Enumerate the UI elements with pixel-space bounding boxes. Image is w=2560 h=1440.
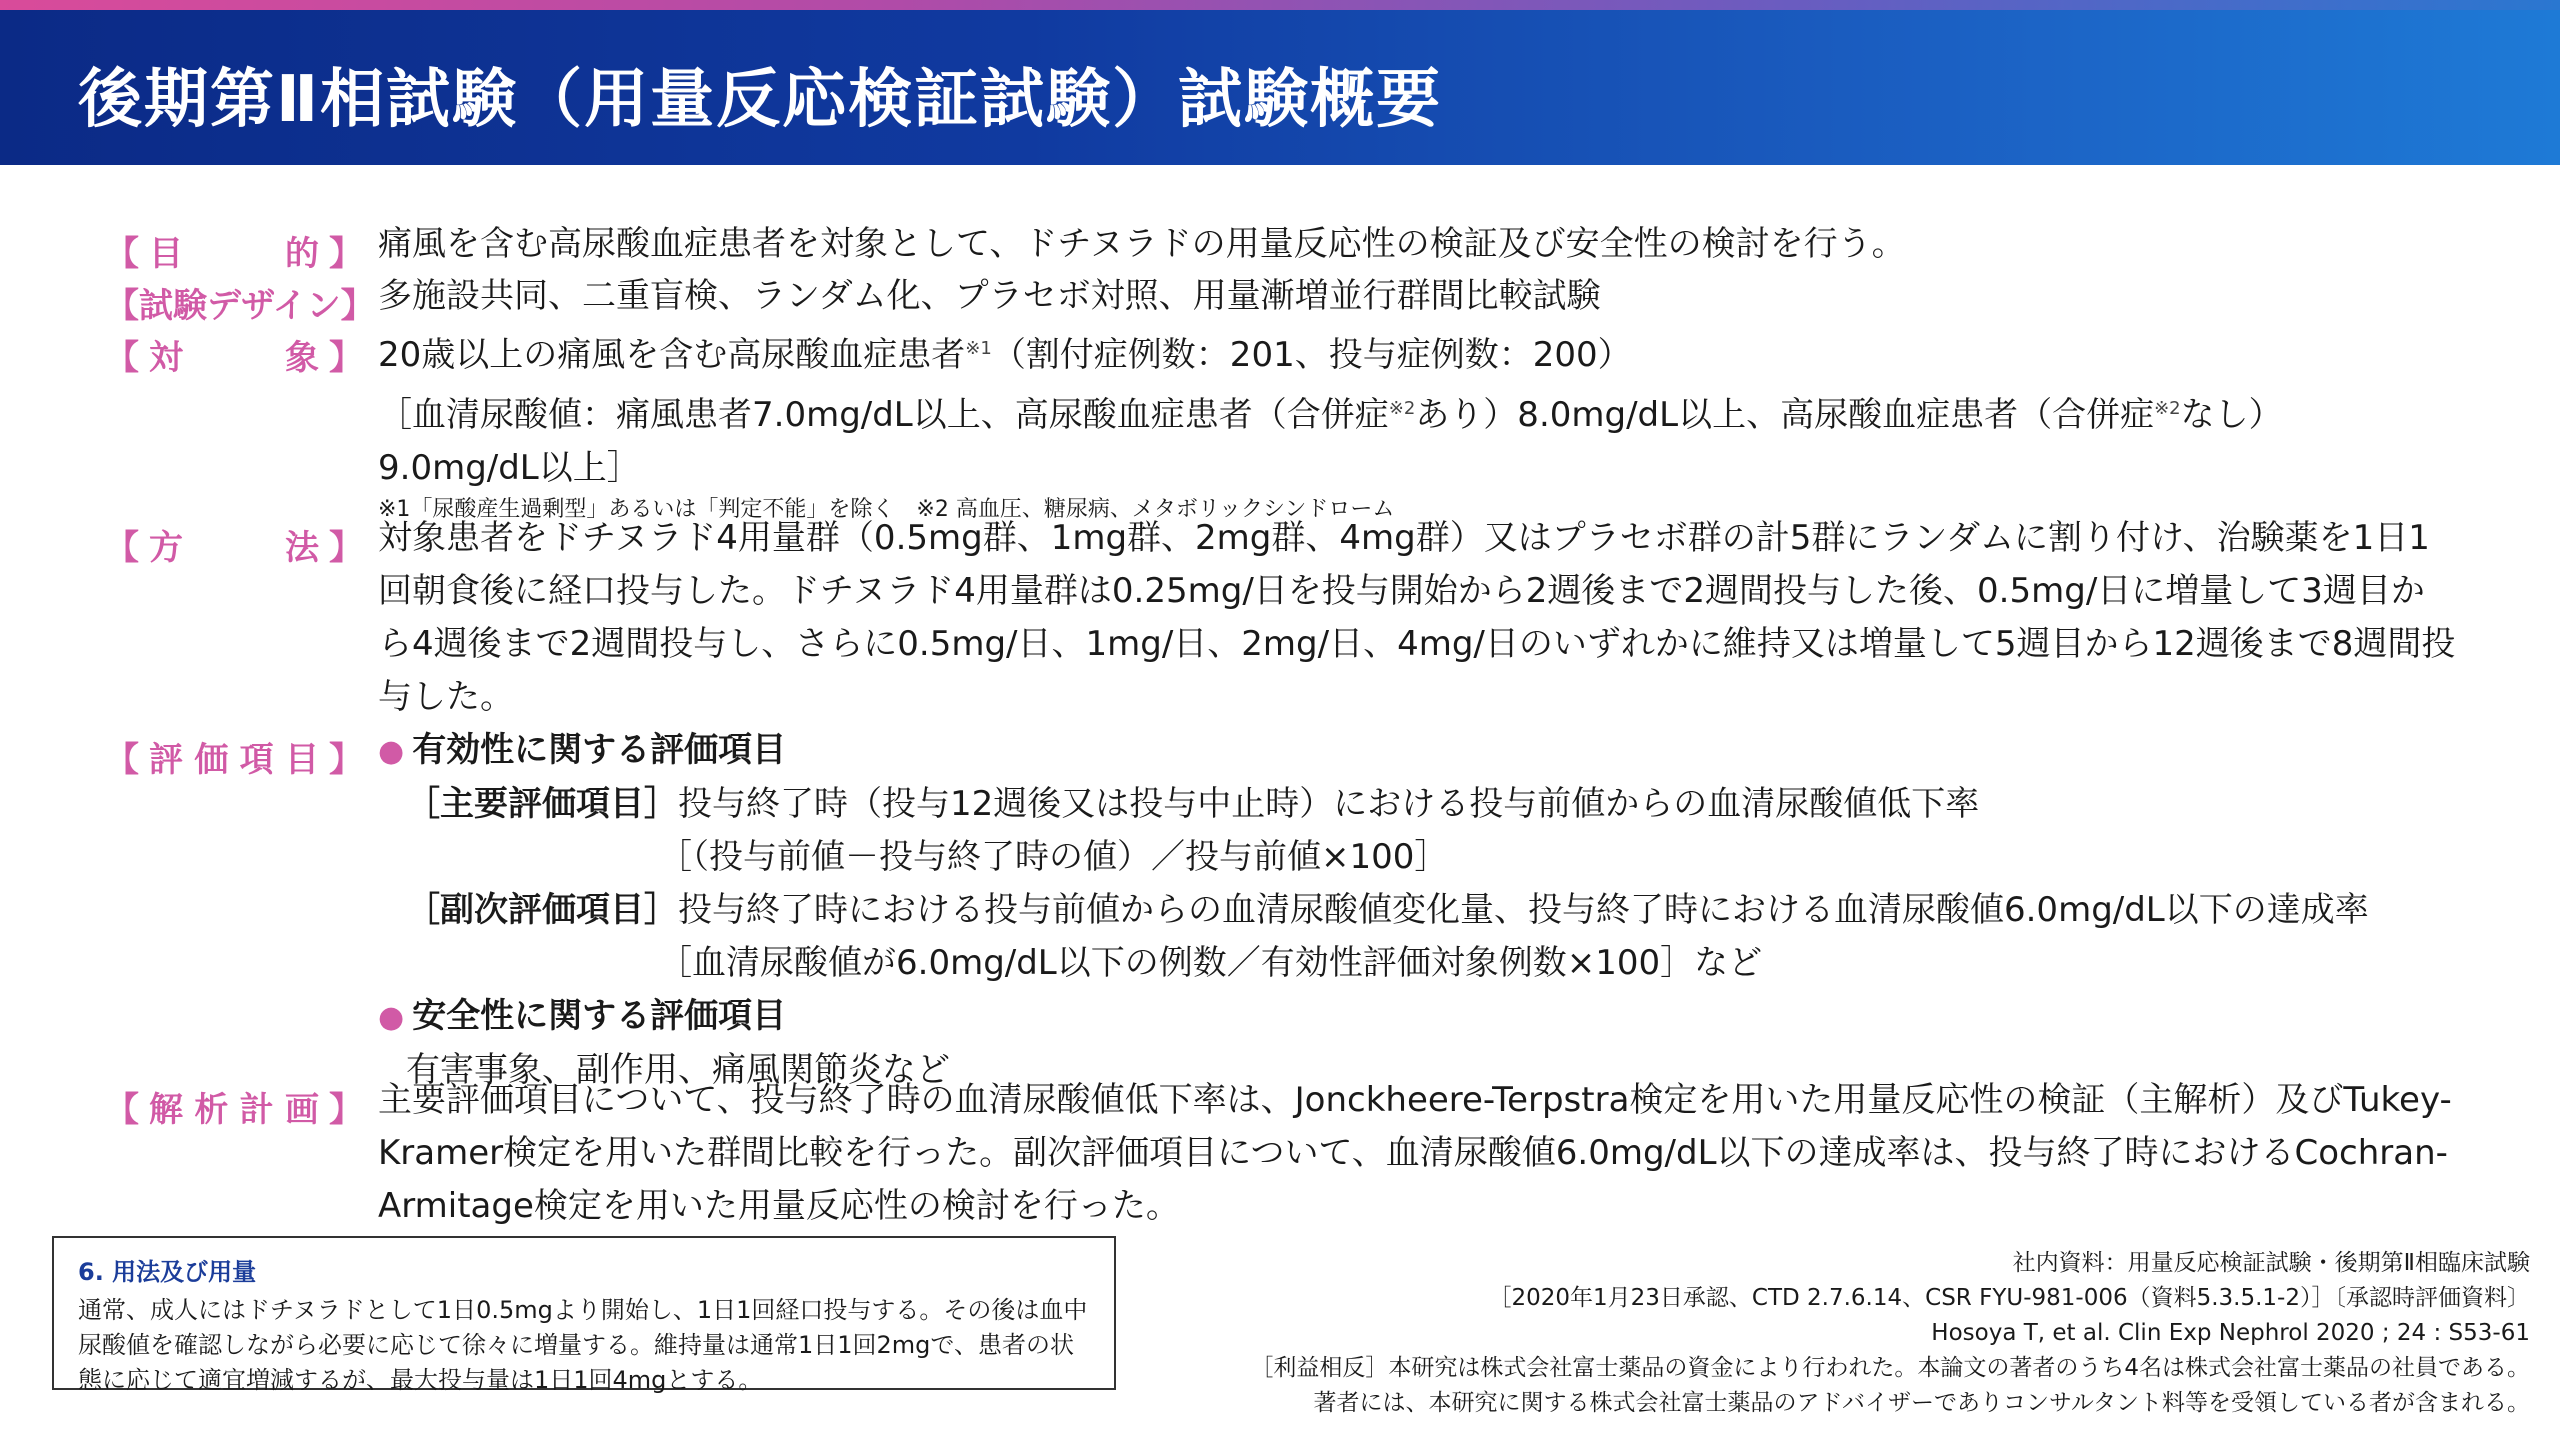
- label-subjects: 【 対 象 】: [105, 338, 363, 378]
- top-accent-stripe: [0, 0, 2560, 10]
- purpose-text: 痛風を含む高尿酸血症患者を対象として、ドチヌラドの用量反応性の検証及び安全性の検討を行う。: [378, 224, 1906, 264]
- dosage-box: [52, 1236, 1116, 1394]
- subjects-text: [378, 322, 2458, 525]
- label-method: 【 方 法 】: [105, 528, 363, 568]
- efficacy-heading: ● 有効性に関する評価項目: [378, 730, 787, 770]
- bullet-dot-icon: ●: [378, 1000, 405, 1035]
- subjects-line-2: ［血清尿酸値：痛風患者7.0mg/dL以上、高尿酸血症患者（合併症$^{※2}$あり）8.0mg/dL以上、高尿酸血症患者（合併症$^{※2}$なし）: [378, 395, 2283, 435]
- dosage-box-title: 6. 用法及び用量: [78, 1258, 257, 1286]
- label-analysis: 【 解 析 計 画 】: [105, 1090, 363, 1130]
- safety-text: 有害事象、副作用、痛風関節炎など: [406, 1050, 950, 1090]
- subjects-footnote: ※1「尿酸産生過剰型」あるいは「判定不能」を除く ※2 高血圧、糖尿病、メタボリックシンドローム: [378, 497, 1395, 522]
- method-text: 対象患者をドチヌラド4用量群（0.5mg群、1mg群、2mg群、4mg群）又はプラセボ群の計5群にランダムに割り付け、治験薬を1日1回朝食後に経口投与した。ドチヌラド4用量群は0.25mg/日を投与開始から2週後まで2週間投与した後、0.5mg/日に増量して3週目から4週後まで2週間投与し、さらに0.5mg/日、1mg/日、2mg/日、4mg/日のいずれかに維持又は増量して5週目から12週後まで8週間投与した。: [378, 518, 2456, 717]
- label-purpose: 【 目 的 】: [105, 234, 363, 274]
- design-text: 多施設共同、二重盲検、ランダム化、プラセボ対照、用量漸増並行群間比較試験: [378, 276, 1601, 316]
- header-bar: [0, 10, 2560, 165]
- safety-heading: ● 安全性に関する評価項目: [378, 996, 787, 1036]
- secondary-formula: ［血清尿酸値が6.0mg/dL以下の例数／有効性評価対象例数×100］など: [658, 943, 1763, 983]
- analysis-text: 主要評価項目について、投与終了時の血清尿酸値低下率は、Jonckheere-Terpstra検定を用いた用量反応性の検証（主解析）及びTukey-Kramer検定を用いた群間比較を行った。副次評価項目について、血清尿酸値6.0mg/dL以下の達成率は、投与終了時におけるCochran-Armitage検定を用いた用量反応性の検討を行った。: [378, 1080, 2452, 1226]
- reference-line: 社内資料：用量反応検証試験・後期第Ⅱ相臨床試験: [2012, 1250, 2530, 1276]
- references: [1110, 1246, 2530, 1421]
- subjects-line-3: 9.0mg/dL以上］: [378, 448, 641, 488]
- primary-formula: ［（投与前値－投与終了時の値）／投与前値×100］: [658, 837, 1449, 877]
- reference-line: Hosoya T, et al. Clin Exp Nephrol 2020 ; 24 : S53-61: [1931, 1320, 2530, 1346]
- secondary-endpoint: ［副次評価項目］投与終了時における投与前値からの血清尿酸値変化量、投与終了時における血清尿酸値6.0mg/dL以下の達成率: [406, 890, 2369, 930]
- dosage-box-text: 通常、成人にはドチヌラドとして1日0.5mgより開始し、1日1回経口投与する。その後は血中尿酸値を確認しながら必要に応じて徐々に増量する。維持量は通常1日1回2mgで、患者の状態に応じて適宜増減するが、最大投与量は1日1回4mgとする。: [78, 1296, 1088, 1394]
- label-endpoints: 【 評 価 項 目 】: [105, 740, 363, 780]
- bullet-dot-icon: ●: [378, 734, 405, 769]
- endpoints-text: [378, 724, 2458, 1097]
- coi-line: ［利益相反］本研究は株式会社富士薬品の資金により行われた。本論文の著者のうち4名は株式会社富士薬品の社員である。: [1250, 1355, 2530, 1381]
- reference-line: ［2020年1月23日承認、CTD 2.7.6.14、CSR FYU-981-006（資料5.3.5.1-2）］〔承認時評価資料〕: [1488, 1285, 2530, 1311]
- primary-endpoint: ［主要評価項目］投与終了時（投与12週後又は投与中止時）における投与前値からの血清尿酸値低下率: [406, 784, 1980, 824]
- label-design: 【試験デザイン】: [105, 286, 375, 326]
- coi-line: 著者には、本研究に関する株式会社富士薬品のアドバイザーでありコンサルタント料等を受領している者が含まれる。: [1313, 1390, 2530, 1416]
- page-title: 後期第Ⅱ相試験（用量反応検証試験）試験概要: [78, 63, 1443, 137]
- subjects-line-1: 20歳以上の痛風を含む高尿酸血症患者$^{※1}$（割付症例数：201、投与症例数：200）: [378, 335, 1632, 375]
